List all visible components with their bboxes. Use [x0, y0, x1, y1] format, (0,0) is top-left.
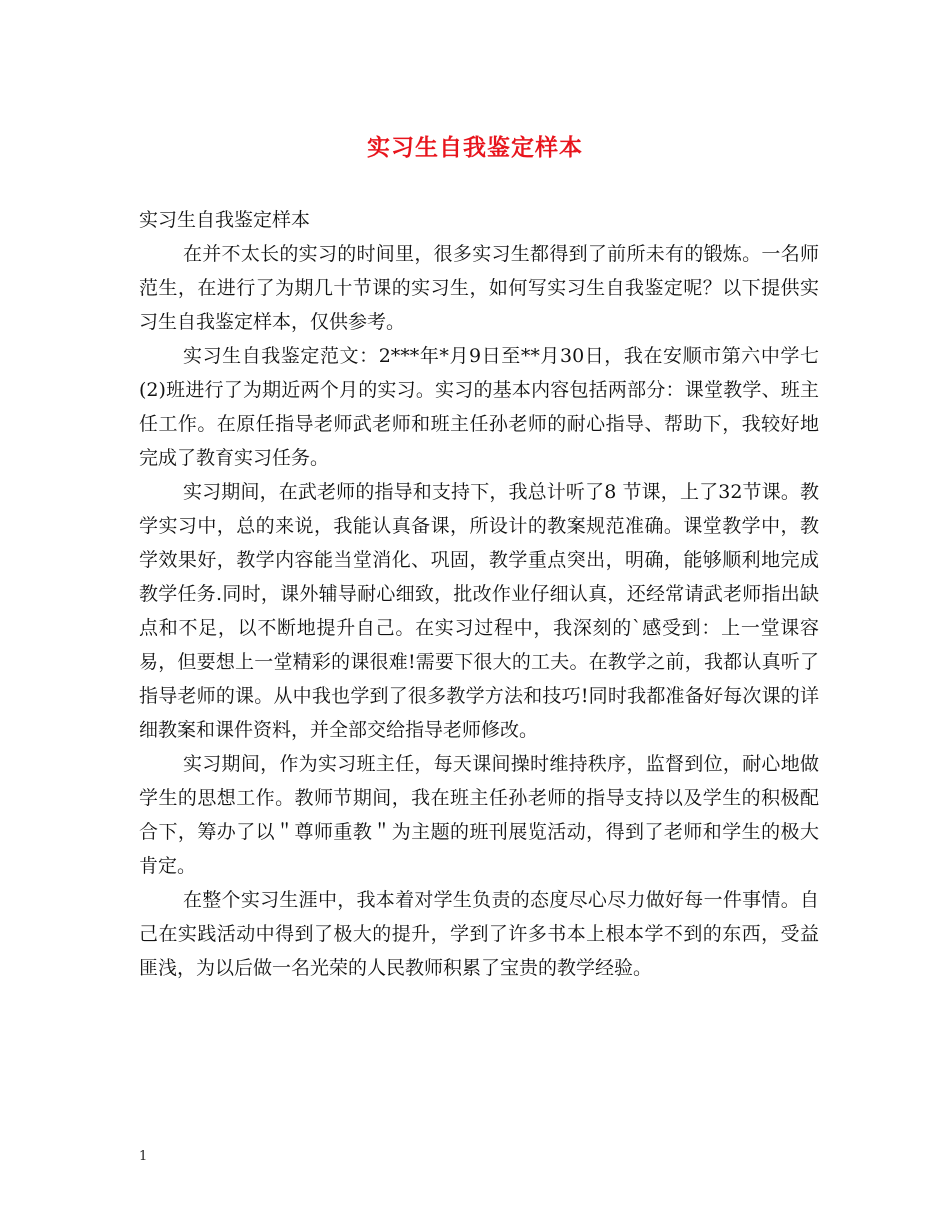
page-number: 1 — [139, 1149, 148, 1164]
paragraph-intro: 在并不太长的实习的时间里，很多实习生都得到了前所未有的锻炼。一名师范生，在进行了为期几十节课的实习生，如何写实习生自我鉴定呢？以下提供实习生自我鉴定样本，仅供参考。 — [139, 243, 819, 333]
document-body — [139, 203, 819, 985]
paragraph-summary: 在整个实习生涯中，我本着对学生负责的态度尽心尽力做好每一件事情。自己在实践活动中得到了极大的提升，学到了许多书本上根本学不到的东西，受益匪浅，为以后做一名光荣的人民教师积累了宝贵的教学经验。 — [139, 889, 819, 979]
paragraph-teaching: 实习期间，在武老师的指导和支持下，我总计听了8 节课，上了32节课。教学实习中，总的来说，我能认真备课，所设计的教案规范准确。课堂教学中，教学效果好，教学内容能当堂消化、巩固，教学重点突出，明确，能够顺利地完成教学任务.同时，课外辅导耐心细致，批改作业仔细认真，还经常请武老师指出缺点和不足，以不断地提升自己。在实习过程中，我深刻的`感受到：上一堂课容易，但要想上一堂精彩的课很难!需要下很大的工夫。在教学之前，我都认真听了指导老师的课。从中我也学到了很多教学方法和技巧!同时我都准备好每次课的详细教案和课件资料，并全部交给指导老师修改。 — [139, 481, 819, 741]
document-title: 实习生自我鉴定样本 — [367, 134, 583, 161]
document-subtitle: 实习生自我鉴定样本 — [139, 209, 311, 231]
paragraph-class-teacher: 实习期间，作为实习班主任，每天课间操时维持秩序，监督到位，耐心地做学生的思想工作。教师节期间，我在班主任孙老师的指导支持以及学生的积极配合下，筹办了以＂尊师重教＂为主题的班刊展览活动，得到了老师和学生的极大肯定。 — [139, 753, 819, 877]
paragraph-overview: 实习生自我鉴定范文：2***年*月9日至**月30日，我在安顺市第六中学七(2)班进行了为期近两个月的实习。实习的基本内容包括两部分：课堂教学、班主任工作。在原任指导老师武老师和班主任孙老师的耐心指导、帮助下，我较好地完成了教育实习任务。 — [139, 345, 819, 469]
